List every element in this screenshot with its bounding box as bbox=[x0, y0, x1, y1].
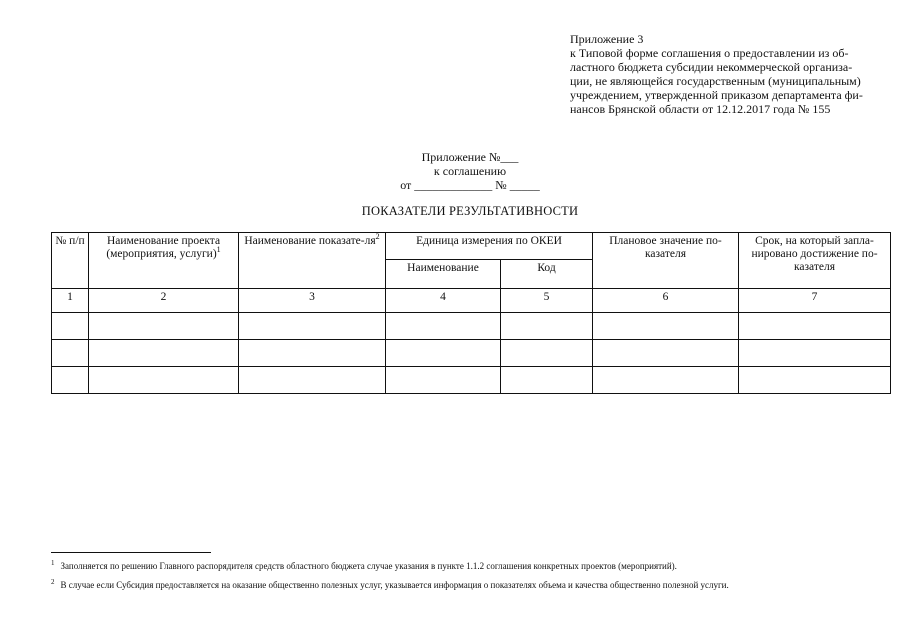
empty-cell bbox=[501, 313, 593, 340]
empty-cell bbox=[239, 340, 386, 367]
column-number: 7 bbox=[739, 289, 891, 313]
empty-cell bbox=[386, 340, 501, 367]
table-row bbox=[52, 313, 891, 340]
empty-cell bbox=[739, 313, 891, 340]
appendix-header-line: учреждением, утвержденной приказом департамента фи- bbox=[570, 88, 863, 102]
appendix-header bbox=[570, 32, 890, 116]
footnote-divider bbox=[51, 552, 211, 553]
agreement-reference bbox=[360, 150, 580, 192]
empty-cell bbox=[386, 367, 501, 394]
empty-cell bbox=[89, 313, 239, 340]
empty-cell bbox=[501, 340, 593, 367]
column-number: 4 bbox=[386, 289, 501, 313]
empty-cell bbox=[239, 367, 386, 394]
footnote-2: $^2$ В случае если Субсидия предоставляется на оказание общественно полезных услуг, указывается информация о показателях объема и качества общественно полезной услуги. bbox=[51, 578, 729, 590]
header-indicator-name: Наименование показате-$ля^2$ bbox=[239, 233, 386, 289]
empty-cell bbox=[89, 340, 239, 367]
appendix-header-line: к Типовой форме соглашения о предоставлении из об- bbox=[570, 46, 849, 60]
column-number: 2 bbox=[89, 289, 239, 313]
header-unit-name: Наименование bbox=[386, 260, 501, 289]
empty-cell bbox=[386, 313, 501, 340]
footnotes bbox=[51, 557, 890, 595]
empty-cell bbox=[501, 367, 593, 394]
empty-cell bbox=[89, 367, 239, 394]
agreement-ref-line: Приложение №___ bbox=[421, 150, 519, 164]
empty-cell bbox=[593, 367, 739, 394]
empty-cell bbox=[593, 313, 739, 340]
empty-cell bbox=[739, 340, 891, 367]
empty-cell bbox=[593, 340, 739, 367]
column-number: 6 bbox=[593, 289, 739, 313]
agreement-ref-line: к соглашению bbox=[433, 164, 507, 178]
header-deadline: Срок, на который запла-нировано достижение по-казателя bbox=[739, 233, 891, 289]
column-numbers-row bbox=[52, 289, 891, 313]
column-number: 3 bbox=[239, 289, 386, 313]
empty-cell bbox=[52, 313, 89, 340]
header-planned-value: Плановое значение по-казателя bbox=[593, 233, 739, 289]
header-project-name: Наименование проекта (мероприятия, услуги)$^1$ bbox=[89, 233, 239, 289]
footnote-1: $^1$ Заполняется по решению Главного распорядителя средств областного бюджета случае указания в пункте 1.1.2 соглашения конкретных проектов (мероприятий). bbox=[51, 559, 677, 571]
header-row-number: № п/п bbox=[52, 233, 89, 289]
column-number: 1 bbox=[52, 289, 89, 313]
indicators-table bbox=[51, 232, 891, 394]
table-row bbox=[52, 340, 891, 367]
document-title: ПОКАЗАТЕЛИ РЕЗУЛЬТАТИВНОСТИ bbox=[361, 204, 579, 218]
empty-cell bbox=[239, 313, 386, 340]
header-unit-code: Код bbox=[501, 260, 593, 289]
appendix-header-line: нансов Брянской области от 12.12.2017 года № 155 bbox=[570, 102, 831, 116]
table-row bbox=[52, 367, 891, 394]
empty-cell bbox=[52, 367, 89, 394]
appendix-header-line: Приложение 3 bbox=[570, 32, 644, 46]
empty-cell bbox=[52, 340, 89, 367]
header-okei-unit: Единица измерения по ОКЕИ bbox=[386, 233, 593, 260]
agreement-ref-line: от _____________ № _____ bbox=[400, 178, 540, 192]
empty-cell bbox=[739, 367, 891, 394]
column-number: 5 bbox=[501, 289, 593, 313]
appendix-header-line: ластного бюджета субсидии некоммерческой организа- bbox=[570, 60, 853, 74]
appendix-header-line: ции, не являющейся государственным (муниципальным) bbox=[570, 74, 861, 88]
